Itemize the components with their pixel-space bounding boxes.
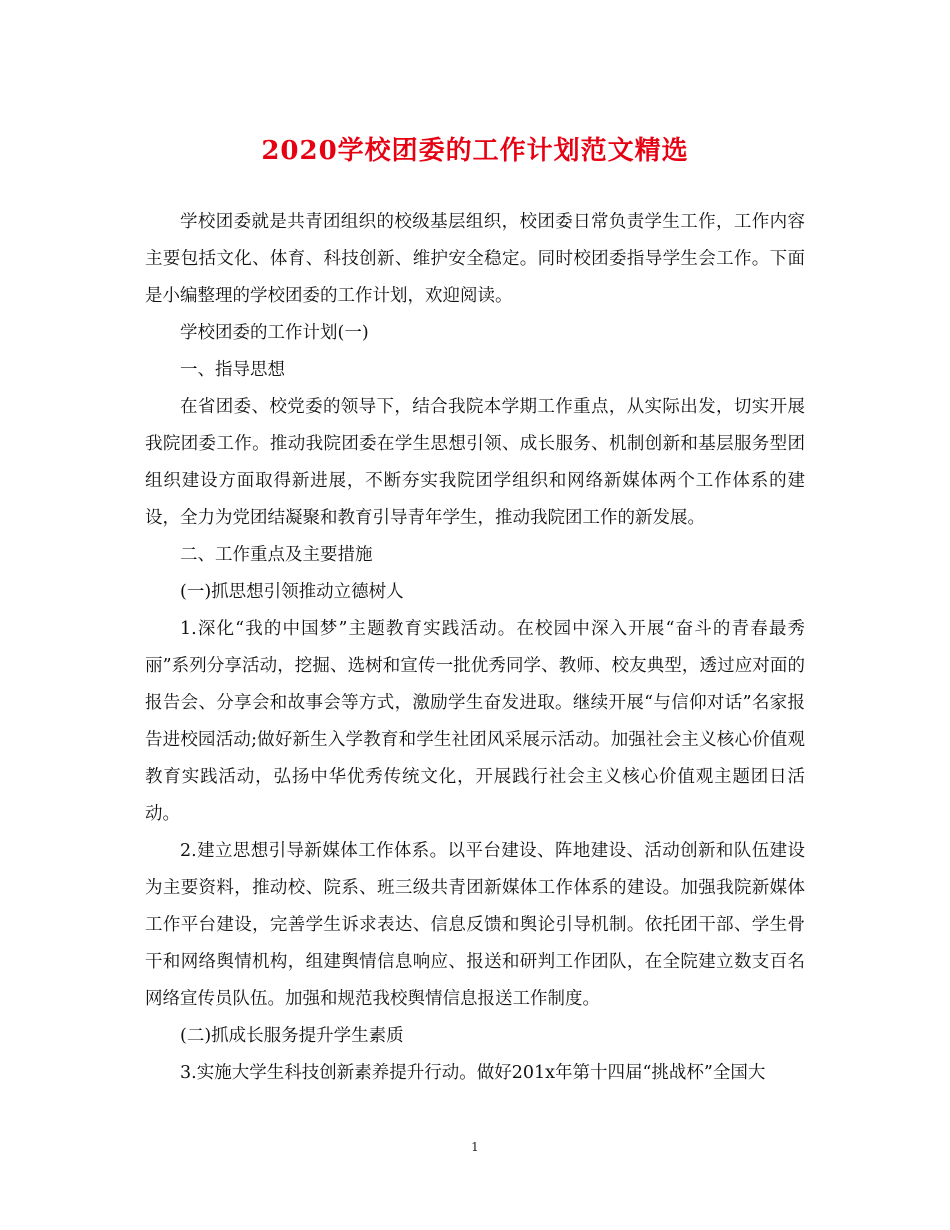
paragraph-intro: 学校团委就是共青团组织的校级基层组织，校团委日常负责学生工作，工作内容主要包括文化、体育、科技创新、维护安全稳定。同时校团委指导学生会工作。下面是小编整理的学校团委的工作计划，欢迎阅读。 — [145, 212, 805, 306]
paragraph-guiding-ideology: 在省团委、校党委的领导下，结合我院本学期工作重点，从实际出发，切实开展我院团委工作。推动我院团委在学生思想引领、成长服务、机制创新和基层服务型团组织建设方面取得新进展，不断夯实我院团学组织和网络新媒体两个工作体系的建设，全力为党团结凝聚和教育引导青年学生，推动我院团工作的新发展。 — [145, 397, 805, 528]
paragraph-item-1: 1.深化“我的中国梦”主题教育实践活动。在校园中深入开展“奋斗的青春最秀丽”系列分享活动，挖掘、选树和宣传一批优秀同学、教师、校友典型，透过应对面的报告会、分享会和故事会等方式，激励学生奋发进取。继续开展“与信仰对话”名家报告进校园活动;做好新生入学教育和学生社团风采展示活动。加强社会主义核心价值观教育实践活动，弘扬中华优秀传统文化，开展践行社会主义核心价值观主题团日活动。 — [145, 619, 805, 824]
paragraph-subsection-1-heading: (一)抓思想引领推动立德树人 — [180, 582, 404, 602]
document-title: 2020学校团委的工作计划范文精选 — [261, 136, 689, 166]
paragraph-item-3: 3.实施大学生科技创新素养提升行动。做好201x年第十四届“挑战杯”全国大 — [180, 1063, 766, 1083]
paragraph-section-1-heading: 一、指导思想 — [180, 360, 285, 380]
paragraph-item-2: 2.建立思想引导新媒体工作体系。以平台建设、阵地建设、活动创新和队伍建设为主要资料，推动校、院系、班三级共青团新媒体工作体系的建设。加强我院新媒体工作平台建设，完善学生诉求表达、信息反馈和舆论引导机制。依托团干部、学生骨干和网络舆情机构，组建舆情信息响应、报送和研判工作团队，在全院建立数支百名网络宣传员队伍。加强和规范我校舆情信息报送工作制度。 — [145, 841, 805, 1009]
page-number: 1 — [471, 1140, 479, 1154]
paragraph-section-2-heading: 二、工作重点及主要措施 — [180, 545, 373, 565]
paragraph-subsection-2-heading: (二)抓成长服务提升学生素质 — [180, 1026, 404, 1046]
document-body — [145, 204, 805, 1092]
paragraph-plan-heading: 学校团委的工作计划(一) — [180, 323, 369, 343]
